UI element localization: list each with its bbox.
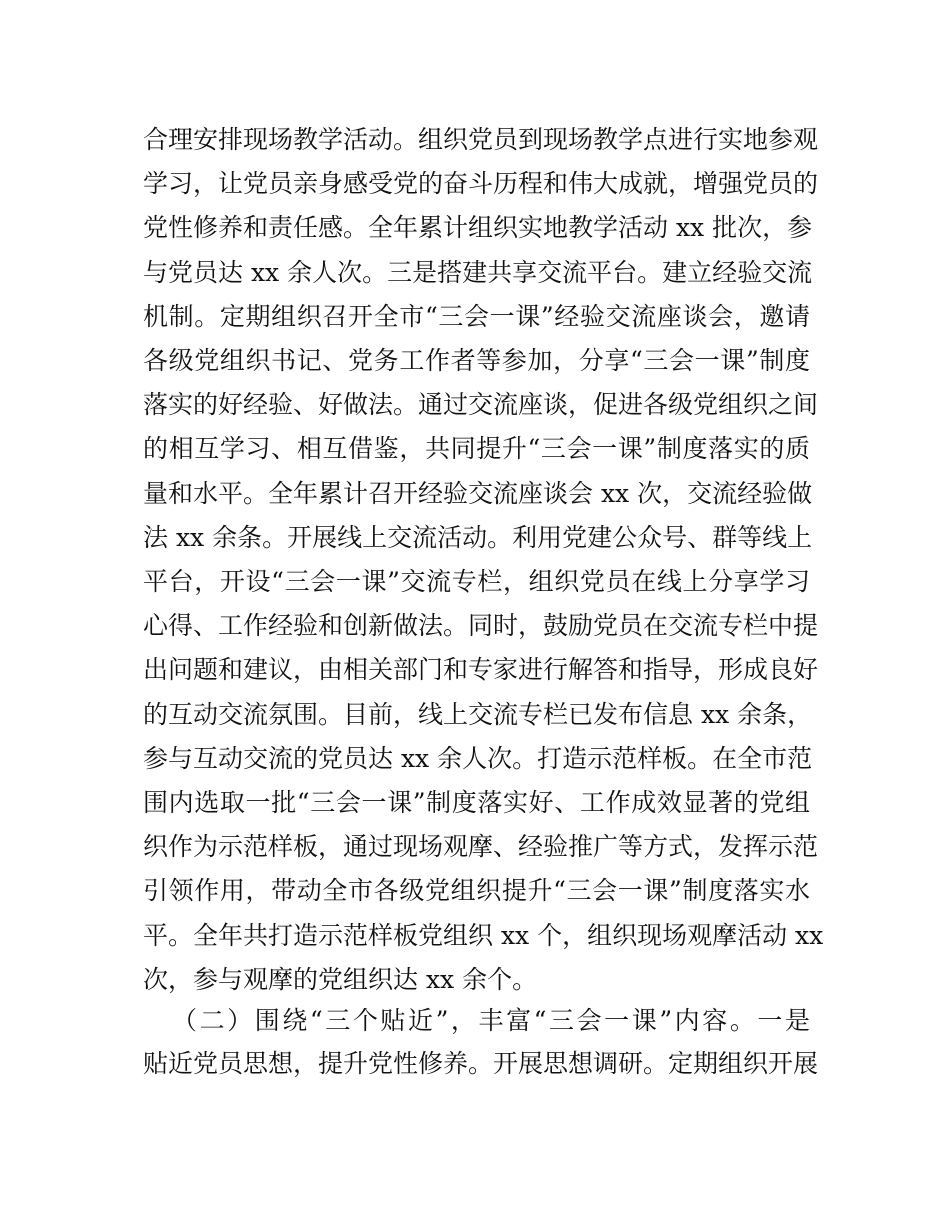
- text-line: 平。全年共打造示范样板党组织 xx 个，组织现场观摩活动 xx: [143, 920, 824, 950]
- text-line: 合理安排现场教学活动。组织党员到现场教学点进行实地参观: [143, 125, 819, 154]
- text-line: 各级党组织书记、党务工作者等参加，分享“三会一课”制度: [143, 346, 810, 375]
- text-line: 机制。定期组织召开全市“三会一课”经验交流座谈会，邀请: [143, 301, 810, 331]
- text-line: 落实的好经验、好做法。通过交流座谈，促进各级党组织之间: [143, 390, 819, 420]
- text-line: 织作为示范样板，通过现场观摩、经验推广等方式，发挥示范: [143, 832, 819, 862]
- text-line: 心得、工作经验和创新做法。同时，鼓励党员在交流专栏中提: [143, 611, 819, 641]
- text-line: 的互动交流氛围。目前，线上交流专栏已发布信息 xx 余条，: [143, 699, 813, 729]
- text-line: 的相互学习、相互借鉴，共同提升“三会一课”制度落实的质: [143, 434, 810, 464]
- text-line: 贴近党员思想，提升党性修养。开展思想调研。定期组织开展: [143, 1049, 819, 1078]
- text-line: 学习，让党员亲身感受党的奋斗历程和伟大成就，增强党员的: [143, 169, 819, 199]
- text-line: 出问题和建议，由相关部门和专家进行解答和指导，形成良好: [143, 655, 819, 685]
- text-line: 党性修养和责任感。全年累计组织实地教学活动 xx 批次，参: [143, 213, 813, 243]
- text-line: 与党员达 xx 余人次。三是搭建共享交流平台。建立经验交流: [143, 257, 813, 287]
- text-line: 法 xx 余条。开展线上交流活动。利用党建公众号、群等线上: [143, 522, 813, 552]
- text-line: （二）围绕“三个贴近”，丰富“三会一课”内容。一是: [172, 1006, 810, 1035]
- text-line: 参与互动交流的党员达 xx 余人次。打造示范样板。在全市范: [143, 743, 813, 773]
- text-line: 围内选取一批“三会一课”制度落实好、工作成效显著的党组: [143, 788, 810, 817]
- text-line: 平台，开设“三会一课”交流专栏，组织党员在线上分享学习: [143, 567, 810, 596]
- text-line: 引领作用，带动全市各级党组织提升“三会一课”制度落实水: [143, 876, 810, 906]
- text-line: 量和水平。全年累计召开经验交流座谈会 xx 次，交流经验做: [143, 478, 813, 508]
- text-line: 次，参与观摩的党组织达 xx 余个。: [143, 964, 538, 994]
